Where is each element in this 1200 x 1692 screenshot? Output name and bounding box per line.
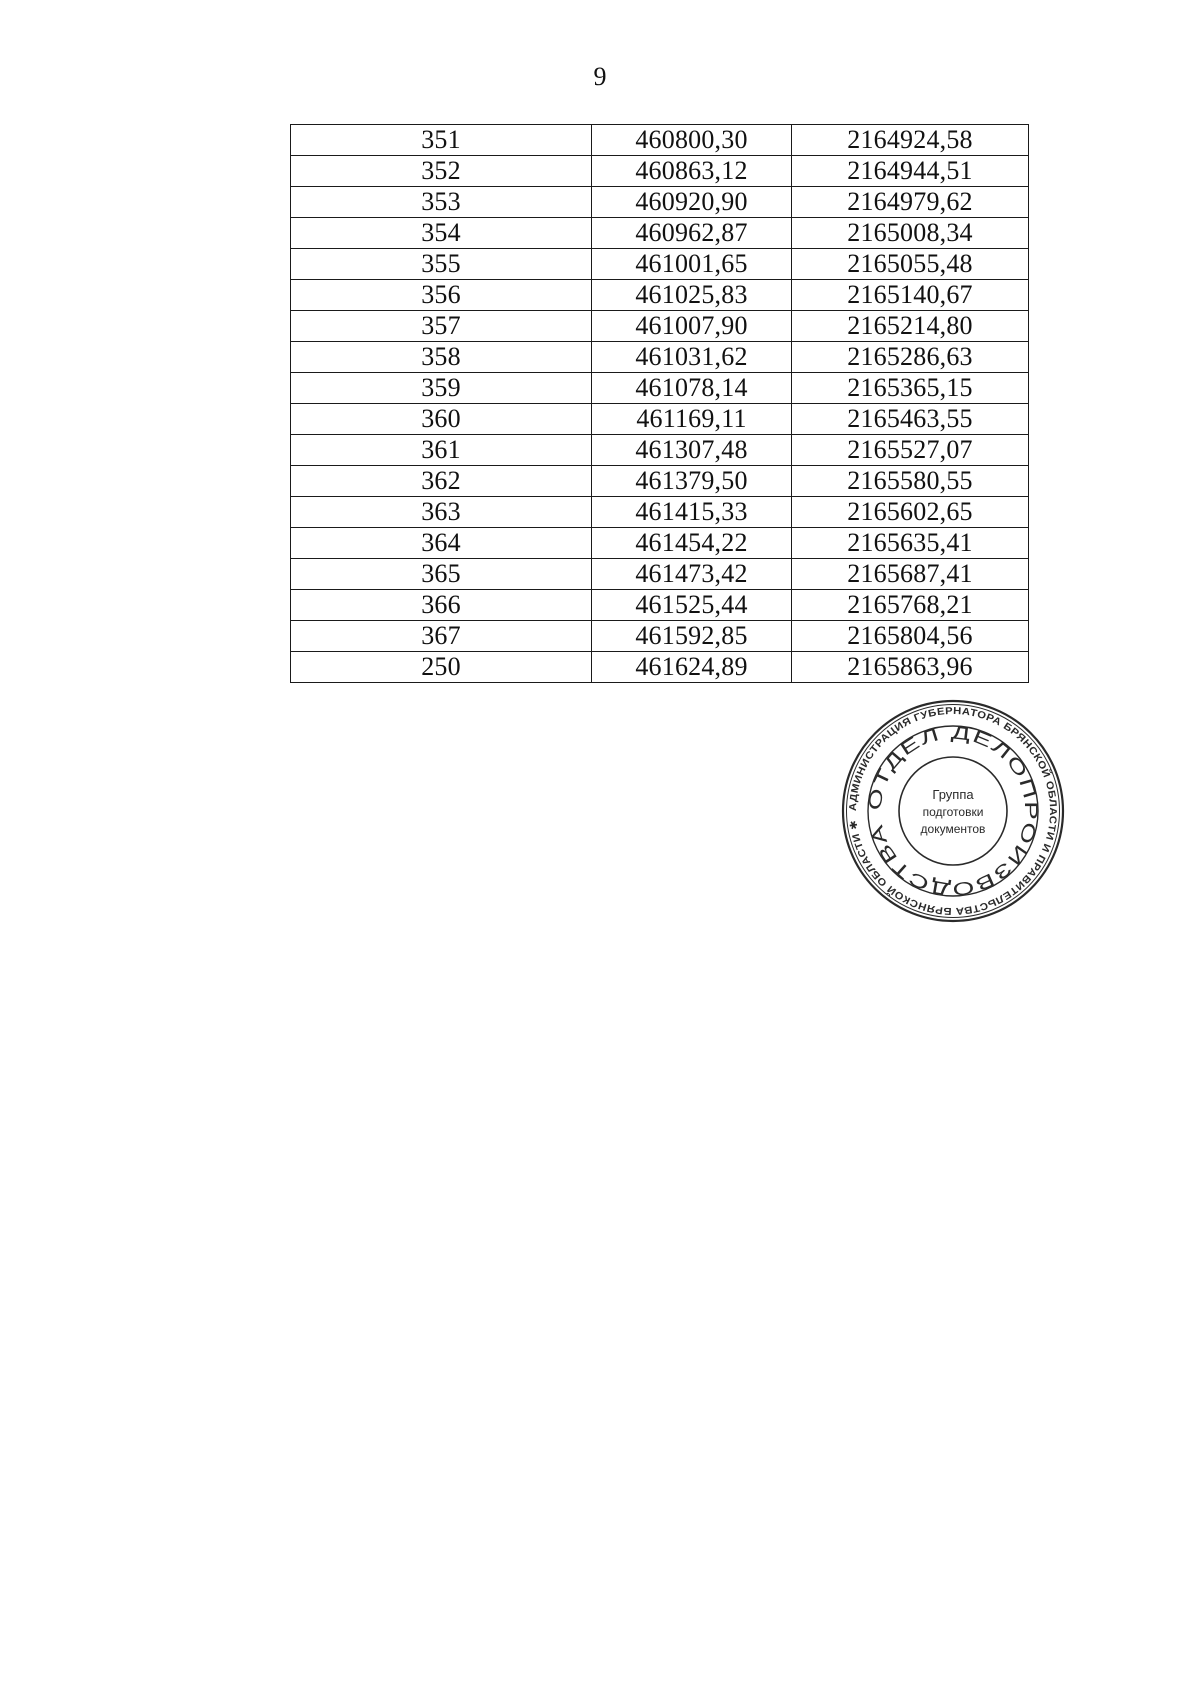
coordinates-table-body bbox=[291, 125, 1029, 683]
point-number-cell: 363 bbox=[291, 497, 592, 528]
page-number: 9 bbox=[593, 62, 607, 91]
y-coordinate-cell: 2165463,55 bbox=[792, 404, 1029, 435]
table-row bbox=[291, 125, 1029, 156]
table-row bbox=[291, 621, 1029, 652]
table-row bbox=[291, 590, 1029, 621]
x-coordinate-cell: 461525,44 bbox=[592, 590, 792, 621]
table-row bbox=[291, 373, 1029, 404]
seal-graphic bbox=[840, 698, 1066, 924]
y-coordinate-cell: 2165768,21 bbox=[792, 590, 1029, 621]
table-row bbox=[291, 280, 1029, 311]
y-coordinate-cell: 2165863,96 bbox=[792, 652, 1029, 683]
point-number-cell: 356 bbox=[291, 280, 592, 311]
x-coordinate-cell: 461624,89 bbox=[592, 652, 792, 683]
x-coordinate-cell: 461025,83 bbox=[592, 280, 792, 311]
x-coordinate-cell: 461592,85 bbox=[592, 621, 792, 652]
point-number-cell: 358 bbox=[291, 342, 592, 373]
table-row bbox=[291, 466, 1029, 497]
y-coordinate-cell: 2165140,67 bbox=[792, 280, 1029, 311]
table-row bbox=[291, 652, 1029, 683]
point-number-cell: 361 bbox=[291, 435, 592, 466]
point-number-cell: 357 bbox=[291, 311, 592, 342]
point-number-cell: 360 bbox=[291, 404, 592, 435]
y-coordinate-cell: 2165286,63 bbox=[792, 342, 1029, 373]
y-coordinate-cell: 2165687,41 bbox=[792, 559, 1029, 590]
point-number-cell: 359 bbox=[291, 373, 592, 404]
table-row bbox=[291, 497, 1029, 528]
point-number-cell: 353 bbox=[291, 187, 592, 218]
x-coordinate-cell: 461078,14 bbox=[592, 373, 792, 404]
y-coordinate-cell: 2164979,62 bbox=[792, 187, 1029, 218]
seal-center-line-3: документов bbox=[920, 822, 986, 836]
x-coordinate-cell: 461307,48 bbox=[592, 435, 792, 466]
x-coordinate-cell: 461379,50 bbox=[592, 466, 792, 497]
y-coordinate-cell: 2165008,34 bbox=[792, 218, 1029, 249]
point-number-cell: 362 bbox=[291, 466, 592, 497]
y-coordinate-cell: 2165580,55 bbox=[792, 466, 1029, 497]
table-row bbox=[291, 311, 1029, 342]
x-coordinate-cell: 460863,12 bbox=[592, 156, 792, 187]
y-coordinate-cell: 2165214,80 bbox=[792, 311, 1029, 342]
point-number-cell: 250 bbox=[291, 652, 592, 683]
y-coordinate-cell: 2164924,58 bbox=[792, 125, 1029, 156]
y-coordinate-cell: 2165527,07 bbox=[792, 435, 1029, 466]
seal-middle-ring-text: ОТДЕЛ ДЕЛОПРОИЗВОДСТВА bbox=[864, 722, 1042, 900]
point-number-cell: 364 bbox=[291, 528, 592, 559]
table-row bbox=[291, 559, 1029, 590]
table-row bbox=[291, 218, 1029, 249]
seal-center-line-2: подготовки bbox=[922, 805, 984, 819]
official-seal bbox=[840, 698, 1066, 924]
table-row bbox=[291, 342, 1029, 373]
table-row bbox=[291, 156, 1029, 187]
x-coordinate-cell: 461473,42 bbox=[592, 559, 792, 590]
x-coordinate-cell: 461007,90 bbox=[592, 311, 792, 342]
coordinates-table bbox=[290, 124, 1029, 683]
seal-center-line-1: Группа bbox=[932, 787, 974, 802]
y-coordinate-cell: 2165602,65 bbox=[792, 497, 1029, 528]
x-coordinate-cell: 460800,30 bbox=[592, 125, 792, 156]
y-coordinate-cell: 2165635,41 bbox=[792, 528, 1029, 559]
point-number-cell: 355 bbox=[291, 249, 592, 280]
y-coordinate-cell: 2165365,15 bbox=[792, 373, 1029, 404]
table-row bbox=[291, 187, 1029, 218]
point-number-cell: 352 bbox=[291, 156, 592, 187]
x-coordinate-cell: 461001,65 bbox=[592, 249, 792, 280]
x-coordinate-cell: 460962,87 bbox=[592, 218, 792, 249]
point-number-cell: 354 bbox=[291, 218, 592, 249]
y-coordinate-cell: 2165055,48 bbox=[792, 249, 1029, 280]
table-row bbox=[291, 404, 1029, 435]
y-coordinate-cell: 2165804,56 bbox=[792, 621, 1029, 652]
point-number-cell: 366 bbox=[291, 590, 592, 621]
table-row bbox=[291, 528, 1029, 559]
seal-outer-ring-text: АДМИНИСТРАЦИЯ ГУБЕРНАТОРА БРЯНСКОЙ ОБЛАСТИ И ПРАВИТЕЛЬСТВА БРЯНСКОЙ ОБЛАСТИ ✱ bbox=[847, 705, 1059, 917]
point-number-cell: 365 bbox=[291, 559, 592, 590]
x-coordinate-cell: 460920,90 bbox=[592, 187, 792, 218]
x-coordinate-cell: 461454,22 bbox=[592, 528, 792, 559]
table-row bbox=[291, 435, 1029, 466]
point-number-cell: 351 bbox=[291, 125, 592, 156]
x-coordinate-cell: 461169,11 bbox=[592, 404, 792, 435]
point-number-cell: 367 bbox=[291, 621, 592, 652]
x-coordinate-cell: 461415,33 bbox=[592, 497, 792, 528]
x-coordinate-cell: 461031,62 bbox=[592, 342, 792, 373]
y-coordinate-cell: 2164944,51 bbox=[792, 156, 1029, 187]
table-row bbox=[291, 249, 1029, 280]
